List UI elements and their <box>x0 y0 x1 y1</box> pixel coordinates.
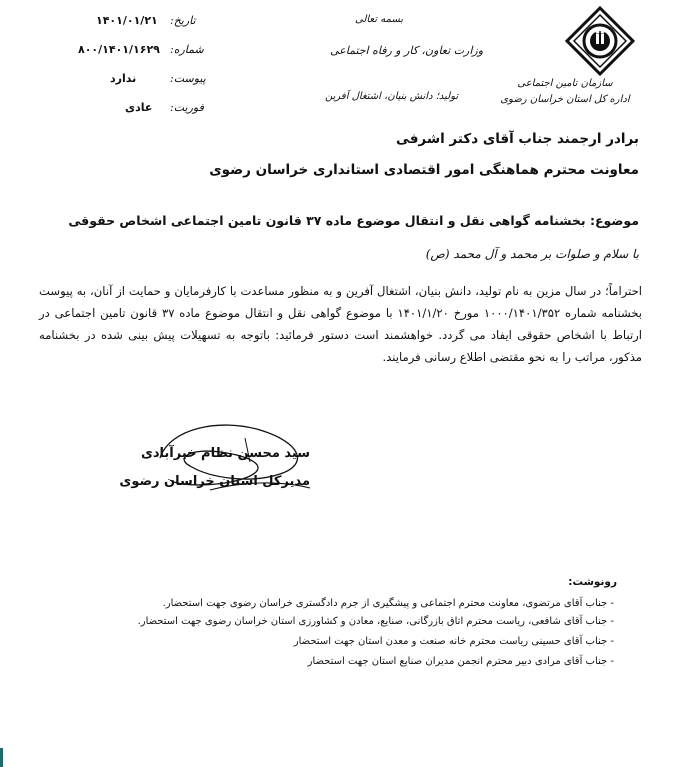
priority-value: عادی <box>125 101 153 114</box>
org-name-line2: اداره کل استان خراسان رضوی <box>500 94 630 105</box>
date-label: تاریخ: <box>170 14 196 27</box>
edge-mark <box>0 748 3 767</box>
subject-line: موضوع: بخشنامه گواهی نقل و انتقال موضوع ماده ۳۷ قانون تامین اجتماعی اشخاص حقوقی <box>68 213 639 228</box>
addressee-name: برادر ارجمند جناب آقای دکتر اشرفی <box>395 131 639 147</box>
signer-name: سید محسن نظام خیرآبادی <box>140 446 310 461</box>
cc-item: - جناب آقای شافعی، ریاست محترم اتاق بازرگانی، صنایع، معادن و کشاورزی استان خراسان رضوی جهت استحضار. <box>137 616 614 627</box>
addressee-title: معاونت محترم هماهنگی امور اقتصادی استانداری خراسان رضوی <box>209 162 639 178</box>
year-motto: تولید؛ دانش بنیان، اشتغال آفرین <box>325 91 459 102</box>
signer-title: مدیرکل استان خراسان رضوی <box>119 474 310 489</box>
attachment-label: پیوست: <box>170 72 206 85</box>
number-label: شماره: <box>170 43 204 56</box>
number-value: ۸۰۰/۱۴۰۱/۱۶۲۹ <box>78 43 160 56</box>
priority-label: فوریت: <box>170 101 204 114</box>
letter-body: احتراماً؛ در سال مزین به نام تولید، دانش بنیان، اشتغال آفرین و به منظور مساعدت با کارفرمایان و حمایت از آنان، به پیوست بخشنامه شماره ۱۰۰۰/۱۴۰۱/۳۵۲ مورخ ۱۴۰۱/۱/۲۰ با موضوع گواهی نقل و انتقال موضوع ماده ۳۷ قانون تامین اجتماعی در ارتباط با اشخاص حقوقی ایفاد می گردد. خواهشمند است دستور فرمائید: باتوجه به تسهیلات پیش بینی شده در بخشنامه مذکور، مراتب را به نحو مقتضی اطلاع رسانی فرمایند. <box>39 284 643 364</box>
invocation: بسمه تعالی <box>355 14 404 25</box>
salutation: با سلام و صلوات بر محمد و آل محمد (ص) <box>425 247 639 261</box>
cc-title: رونوشت: <box>568 576 617 588</box>
social-security-logo-icon <box>565 6 635 76</box>
cc-item: - جناب آقای مرتضوی، معاونت محترم اجتماعی و پیشگیری از جرم دادگستری خراسان رضوی جهت استحضار. <box>162 598 614 609</box>
org-name-line1: سازمان تامین اجتماعی <box>517 78 613 89</box>
cc-item: - جناب آقای مرادی دبیر محترم انجمن مدیران صنایع استان جهت استحضار <box>307 656 614 667</box>
attachment-value: ندارد <box>110 72 137 85</box>
date-value: ۱۴۰۱/۰۱/۲۱ <box>96 14 158 27</box>
cc-item: - جناب آقای حسینی ریاست محترم خانه صنعت و معدن استان جهت استحضار <box>293 636 614 647</box>
ministry-name: وزارت تعاون، کار و رفاه اجتماعی <box>330 44 484 57</box>
